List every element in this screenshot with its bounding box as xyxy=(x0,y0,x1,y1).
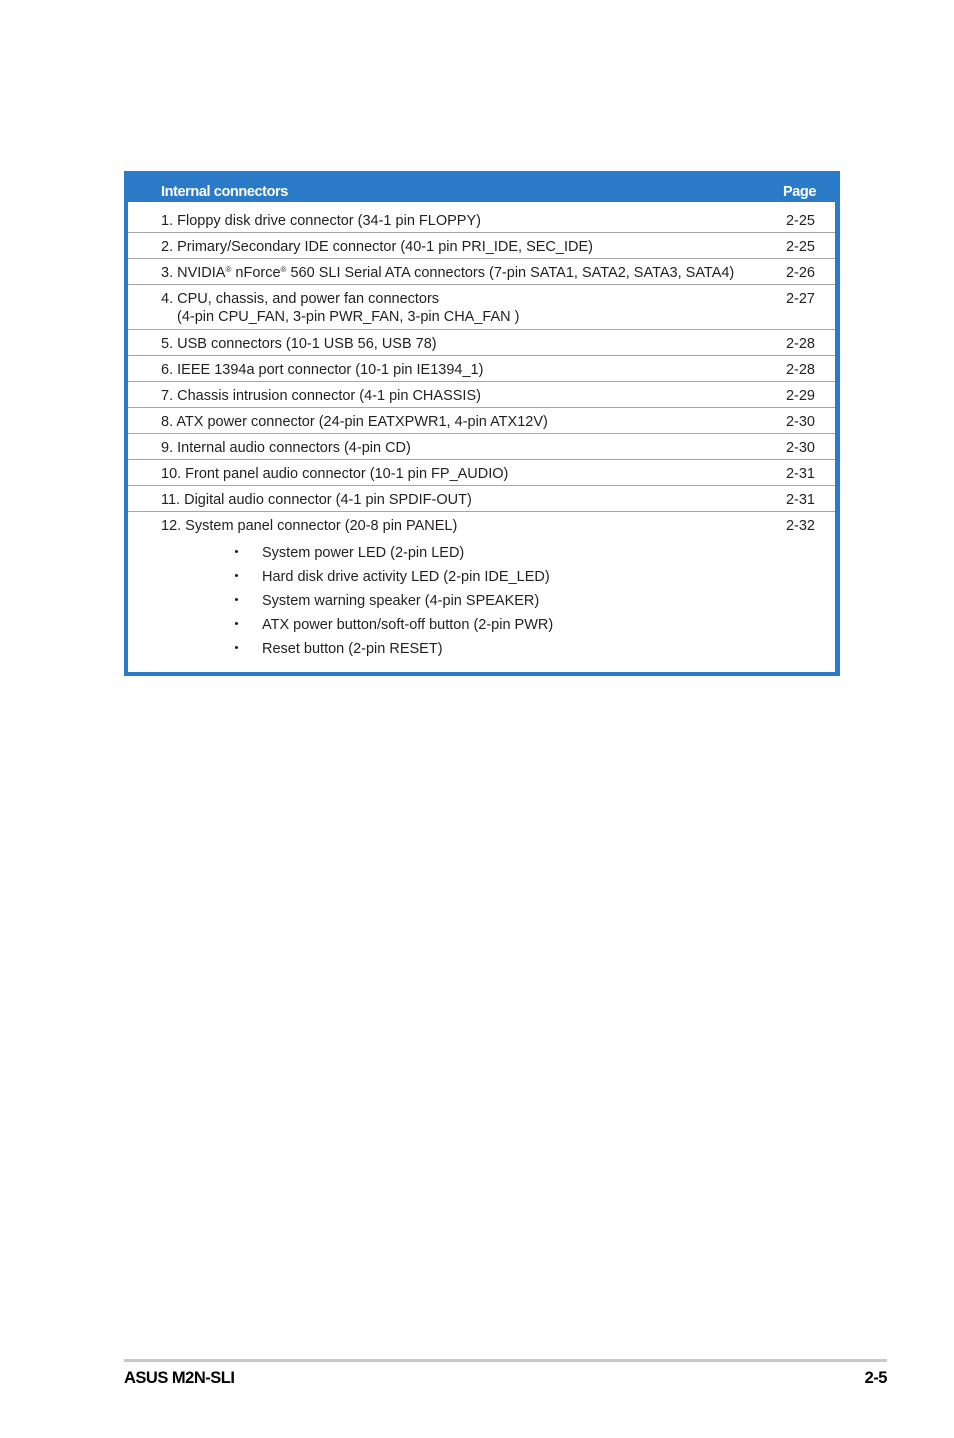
list-item xyxy=(235,640,443,658)
list-item xyxy=(235,544,464,562)
row-text: 2. Primary/Secondary IDE connector (40-1 pin PRI_IDE, SEC_IDE) xyxy=(161,239,593,255)
header-title: Internal connectors xyxy=(161,184,288,200)
row-text: 10. Front panel audio connector (10-1 pin FP_AUDIO) xyxy=(161,466,509,482)
row-text: 7. Chassis intrusion connector (4-1 pin CHASSIS) xyxy=(161,388,481,404)
list-item-text: System power LED (2-pin LED) xyxy=(262,545,465,561)
table-row xyxy=(128,512,835,672)
row-page: 2-28 xyxy=(785,336,815,352)
row-text: 8. ATX power connector (24-pin EATXPWR1, 4-pin ATX12V) xyxy=(161,414,548,430)
list-item xyxy=(235,592,539,610)
footer-page-number: 2-5 xyxy=(864,1369,887,1387)
registered-mark: ® xyxy=(280,265,287,274)
row-text-part: 560 SLI Serial ATA connectors (7-pin SATA1, SATA2, SATA3, SATA4) xyxy=(286,265,735,281)
bullet-icon xyxy=(235,598,238,601)
connectors-table xyxy=(124,171,840,676)
table-row xyxy=(128,382,835,408)
table-row xyxy=(128,233,835,259)
list-item-text: Hard disk drive activity LED (2-pin IDE_LED) xyxy=(262,569,550,585)
row-page: 2-30 xyxy=(785,414,815,430)
row-text-part: 3. NVIDIA xyxy=(161,265,226,281)
row-text: 11. Digital audio connector (4-1 pin SPDIF-OUT) xyxy=(161,492,472,508)
bullet-icon xyxy=(235,550,238,553)
footer-product: ASUS M2N-SLI xyxy=(124,1369,235,1387)
row-text: 5. USB connectors (10-1 USB 56, USB 78) xyxy=(161,336,437,352)
footer-rule xyxy=(124,1359,887,1362)
row-page: 2-25 xyxy=(785,239,815,255)
row-page: 2-29 xyxy=(785,388,815,404)
row-page: 2-31 xyxy=(785,466,815,482)
row-text xyxy=(161,264,734,282)
list-item-text: Reset button (2-pin RESET) xyxy=(262,641,443,657)
bullet-icon xyxy=(235,574,238,577)
row-page: 2-30 xyxy=(785,440,815,456)
bullet-icon xyxy=(235,646,238,649)
list-item xyxy=(235,616,553,634)
row-text: 12. System panel connector (20-8 pin PANEL) xyxy=(161,518,458,534)
row-text: 1. Floppy disk drive connector (34-1 pin FLOPPY) xyxy=(161,213,481,229)
table-row xyxy=(128,285,835,330)
table-row xyxy=(128,356,835,382)
table-header xyxy=(124,171,840,202)
table-row xyxy=(128,330,835,356)
registered-mark: ® xyxy=(225,265,232,274)
table-row xyxy=(128,434,835,460)
header-page: Page xyxy=(782,184,816,200)
row-page: 2-26 xyxy=(785,265,815,281)
bullet-icon xyxy=(235,622,238,625)
row-page: 2-28 xyxy=(785,362,815,378)
row-text xyxy=(161,290,519,326)
row-page: 2-27 xyxy=(785,291,815,307)
list-item-text: System warning speaker (4-pin SPEAKER) xyxy=(262,593,540,609)
list-item-text: ATX power button/soft-off button (2-pin PWR) xyxy=(262,617,554,633)
table-row xyxy=(128,486,835,512)
row-text-line: (4-pin CPU_FAN, 3-pin PWR_FAN, 3-pin CHA_FAN ) xyxy=(177,309,520,325)
row-page: 2-32 xyxy=(785,518,815,534)
row-text: 6. IEEE 1394a port connector (10-1 pin IE1394_1) xyxy=(161,362,484,378)
table-row xyxy=(128,460,835,486)
table-row xyxy=(128,202,835,233)
row-text: 9. Internal audio connectors (4-pin CD) xyxy=(161,440,411,456)
row-text-part: nForce xyxy=(231,265,281,281)
row-page: 2-25 xyxy=(785,213,815,229)
list-item xyxy=(235,568,550,586)
table-body xyxy=(128,202,835,672)
table-row xyxy=(128,408,835,434)
row-page: 2-31 xyxy=(785,492,815,508)
table-row xyxy=(128,259,835,285)
row-text-line: 4. CPU, chassis, and power fan connectors xyxy=(161,291,440,307)
